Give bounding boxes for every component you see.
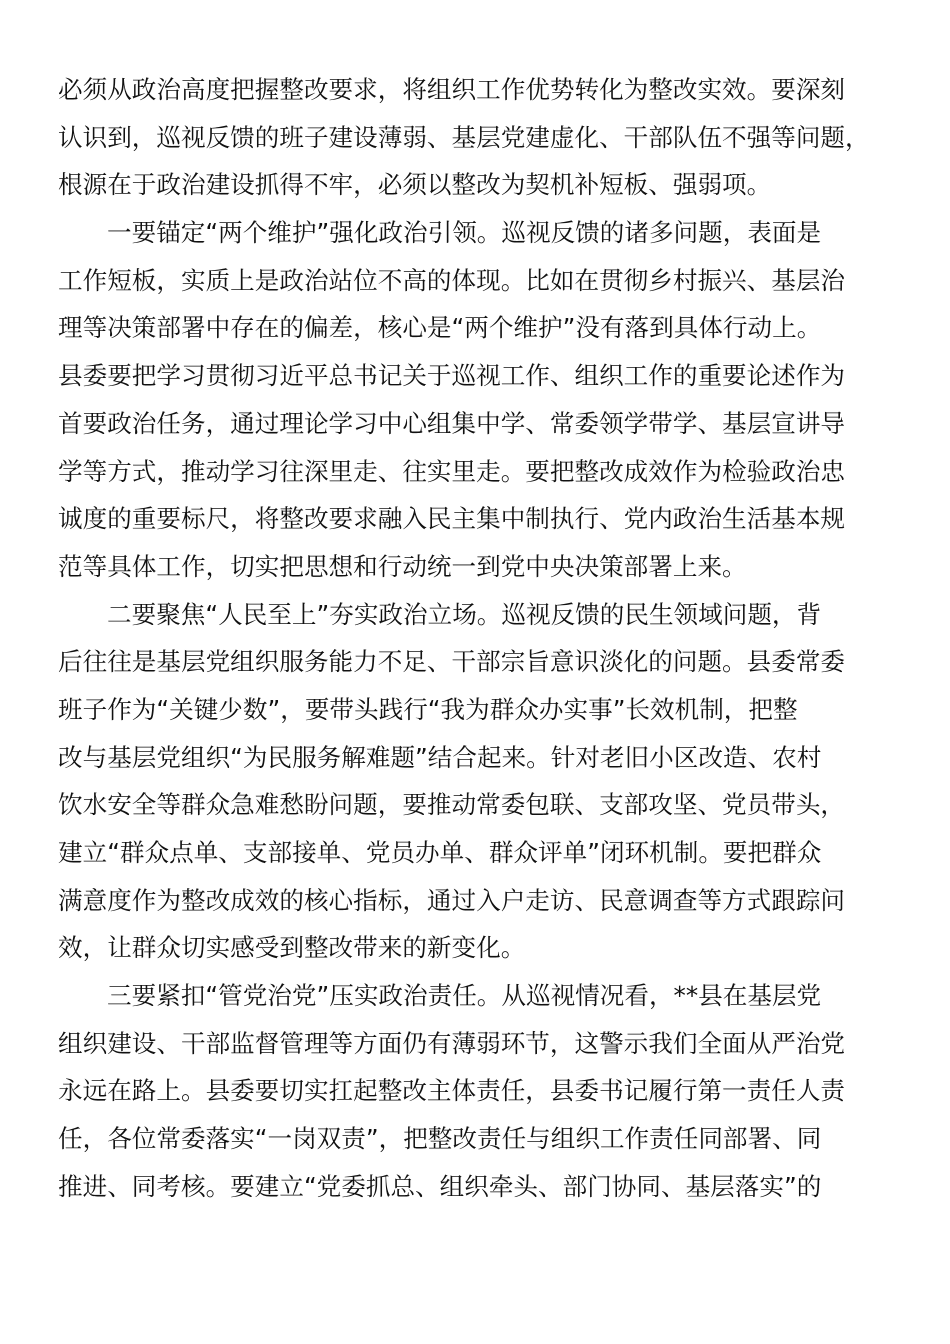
text-line: 必须从政治高度把握整改要求，将组织工作优势转化为整改实效。要深刻 bbox=[58, 75, 846, 104]
text-line: 改与基层党组织“为民服务解难题”结合起来。针对老旧小区改造、农村 bbox=[58, 742, 822, 772]
text-line: 根源在于政治建设抓得不牢，必须以整改为契机补短板、强弱项。 bbox=[58, 170, 772, 200]
text-line: 效，让群众切实感受到整改带来的新变化。 bbox=[58, 933, 526, 963]
text-line: 后往往是基层党组织服务能力不足、干部宗旨意识淡化的问题。县委常委 bbox=[58, 647, 846, 677]
text-line: 认识到，巡视反馈的班子建设薄弱、基层党建虚化、干部队伍不强等问题， bbox=[58, 122, 870, 152]
text-line: 班子作为“关键少数”，要带头践行“我为群众办实事”长效机制，把整 bbox=[58, 694, 798, 724]
text-line: 理等决策部署中存在的偏差，核心是“两个维护”没有落到具体行动上。 bbox=[58, 313, 822, 343]
paragraph-first-line: 三要紧扣“管党治党”压实政治责任。从巡视情况看，**县在基层党 bbox=[107, 981, 822, 1011]
text-line: 县委要把学习贯彻习近平总书记关于巡视工作、组织工作的重要论述作为 bbox=[58, 361, 846, 391]
text-line: 推进、同考核。要建立“党委抓总、组织牵头、部门协同、基层落实”的 bbox=[58, 1171, 822, 1201]
text-line: 永远在路上。县委要切实扛起整改主体责任，县委书记履行第一责任人责 bbox=[58, 1076, 846, 1106]
text-line: 学等方式，推动学习往深里走、往实里走。要把整改成效作为检验政治忠 bbox=[58, 456, 846, 486]
paragraph-first-line: 一要锚定“两个维护”强化政治引领。巡视反馈的诸多问题，表面是 bbox=[107, 218, 822, 248]
text-line: 工作短板，实质上是政治站位不高的体现。比如在贯彻乡村振兴、基层治 bbox=[58, 265, 846, 295]
paragraph-first-line: 二要聚焦“人民至上”夯实政治立场。巡视反馈的民生领域问题，背 bbox=[107, 599, 822, 629]
text-line: 范等具体工作，切实把思想和行动统一到党中央决策部署上来。 bbox=[58, 551, 747, 581]
document-page bbox=[58, 66, 888, 1211]
text-line: 组织建设、干部监督管理等方面仍有薄弱环节，这警示我们全面从严治党 bbox=[58, 1028, 846, 1058]
text-line: 首要政治任务，通过理论学习中心组集中学、常委领学带学、基层宣讲导 bbox=[58, 408, 846, 438]
text-line: 满意度作为整改成效的核心指标，通过入户走访、民意调查等方式跟踪问 bbox=[58, 885, 846, 915]
text-line: 饮水安全等群众急难愁盼问题，要推动常委包联、支部攻坚、党员带头， bbox=[58, 790, 846, 820]
text-line: 诚度的重要标尺，将整改要求融入民主集中制执行、党内政治生活基本规 bbox=[58, 504, 846, 534]
text-line: 建立“群众点单、支部接单、党员办单、群众评单”闭环机制。要把群众 bbox=[58, 838, 822, 867]
text-line: 任，各位常委落实“一岗双责”，把整改责任与组织工作责任同部署、同 bbox=[58, 1124, 822, 1154]
